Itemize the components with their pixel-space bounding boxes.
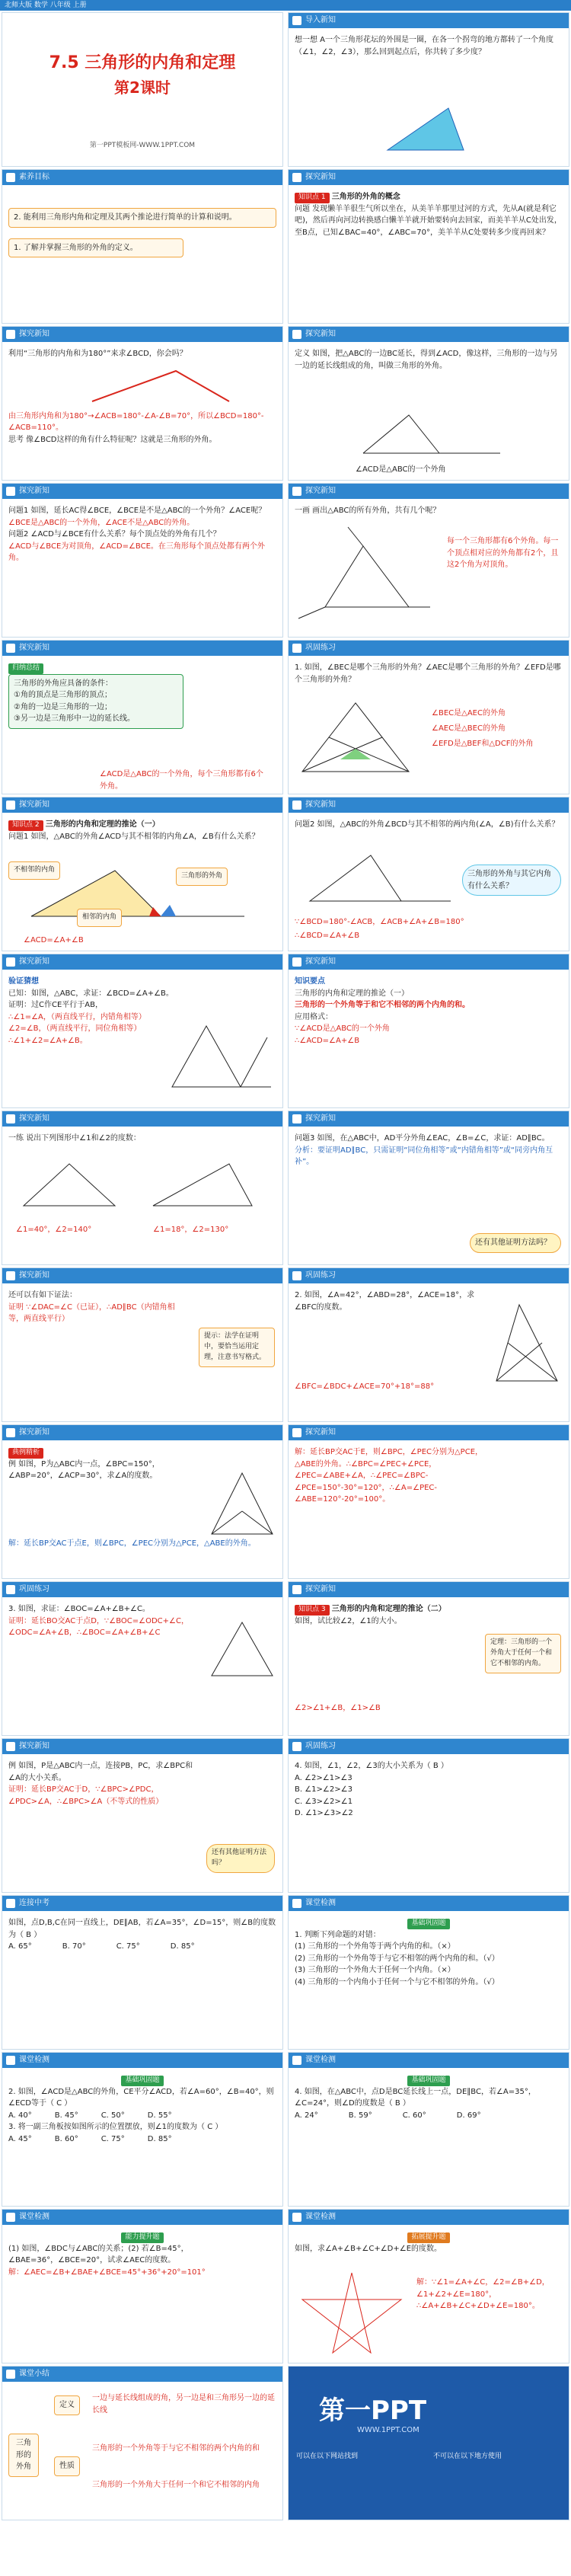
slide-23[interactable] — [2, 1738, 283, 1893]
section-title: 三角形的内角和定理的推论（一） — [295, 989, 409, 998]
slide-bar — [2, 954, 282, 970]
slide-bar — [2, 1268, 282, 1283]
answer-2: ∠ACD与∠BCE为对顶角，∠ACD=∠BCE。在三角形每个顶点处都有两个外角。 — [8, 542, 265, 562]
slide-bar — [289, 484, 569, 499]
knowledge-tag: 知识点 2 — [8, 820, 43, 831]
slide-16[interactable] — [288, 1111, 569, 1265]
answer: 解：∵∠1=∠A+∠C，∠2=∠B+∠D，∠1+∠2+∠E=180°，∴∠A+∠B+∠C+∠D+∠E=180°。 — [416, 2278, 550, 2310]
star-figure — [295, 2269, 409, 2360]
app-label: 应用格式： — [295, 1012, 333, 1021]
page-header — [0, 0, 571, 11]
goal-1: 1. 了解并掌握三角形的外角的定义。 — [8, 238, 183, 258]
home-icon — [6, 2213, 15, 2222]
slide-bar — [2, 1111, 282, 1127]
proof-step: ∴∠1+∠2=∠A+∠B。 — [8, 1036, 88, 1045]
cover-title: 7.5 三角形的内角和定理 — [49, 53, 236, 72]
question: 问题3 如图，在△ABC中，AD平分外角∠EAC，∠B=∠C，求证：AD∥BC。 — [295, 1134, 550, 1143]
level-tag: 能力提升题 — [121, 2232, 163, 2243]
question: 已知：如图，△ABC，求证：∠BCD=∠A+∠B。 — [8, 989, 174, 998]
slide-bar — [289, 797, 569, 813]
question: 4. 如图，在△ABC中，点D是BC延长线上一点，DE∥BC，若∠A=35°，∠C=24°，则∠D的度数是（ B ） — [295, 2087, 536, 2108]
goal-2: 2. 能利用三角形内角和定理及其两个推论进行简单的计算和说明。 — [8, 208, 276, 228]
think: 思考 像∠BCD这样的角有什么特征呢？这就是三角形的外角。 — [8, 435, 217, 444]
judge-item: (2) 三角形的一个外角等于与它不相邻的两个内角的和。（√） — [295, 1954, 499, 1963]
slide-31[interactable] — [2, 2366, 283, 2520]
home-icon — [292, 644, 301, 653]
slide-13[interactable] — [2, 954, 283, 1108]
answer: 解：∠AEC=∠B+∠BAE+∠BCE=45°+36°+20°=101° — [8, 2268, 206, 2277]
slide-12[interactable] — [288, 797, 569, 951]
question: 例 如图，P为△ABC内一点，∠BPC=150°，∠ABP=20°，∠ACP=30°，求∠A的度数。 — [8, 1459, 160, 1481]
condition-item: 三角形的外角应具备的条件： — [14, 679, 113, 688]
def-text: 一边与延长线组成的角，另一边是和三角形另一边的延长线 — [92, 2394, 275, 2415]
slide-5[interactable] — [2, 326, 283, 481]
slide-27[interactable] — [2, 2052, 283, 2207]
slide-11[interactable] — [2, 797, 283, 951]
label-2: 三角形的外角 — [176, 868, 228, 886]
theorem: 三角形的一个外角等于和它不相邻的两个内角的和。 — [295, 1001, 470, 1009]
proof-figure — [168, 1011, 275, 1095]
answer: ∠BFC=∠BDC+∠ACE=70°+18°=88° — [295, 1382, 435, 1391]
option[interactable]: C. 60° — [402, 2111, 426, 2120]
option[interactable]: D. 55° — [147, 2111, 172, 2120]
slide-32[interactable] — [288, 2366, 569, 2520]
question: 利用“三角形的内角和为180°”来求∠BCD，你会吗？ — [8, 350, 187, 358]
note: ∠ACD是△ABC的一个外角 — [356, 465, 446, 474]
path-figure — [85, 363, 237, 409]
bar-label: 课堂小结 — [19, 2370, 49, 2378]
app-step-2: ∴∠ACD=∠A+∠B — [295, 1036, 360, 1045]
proof-step: ∠2=∠B，（两直线平行，同位角相等） — [8, 1024, 142, 1033]
slide-3[interactable] — [2, 169, 283, 324]
level-tag: 基础巩固题 — [407, 1919, 449, 1929]
cover-subtitle: 第2课时 — [114, 78, 171, 97]
slide-bar — [2, 1425, 282, 1440]
bar-label: 课堂检测 — [19, 2213, 49, 2221]
option[interactable]: B. 45° — [54, 2111, 78, 2120]
option[interactable]: C. ∠3>∠2>∠1 — [295, 1797, 353, 1806]
option[interactable]: D. ∠1>∠3>∠2 — [295, 1809, 353, 1817]
bar-label: 课堂检测 — [305, 2213, 336, 2221]
answer-1: ∠BEC是△AEC的外角 — [432, 709, 506, 718]
home-icon — [6, 1428, 15, 1437]
bar-label: 探究新知 — [305, 487, 336, 495]
bar-label: 探究新知 — [19, 1271, 49, 1280]
slide-21[interactable] — [2, 1581, 283, 1736]
example-tag: 典例精析 — [8, 1448, 43, 1459]
bar-label: 探究新知 — [305, 1428, 336, 1437]
home-icon — [6, 1585, 15, 1594]
slide-17[interactable] — [2, 1267, 283, 1422]
slide-22[interactable] — [288, 1581, 569, 1736]
bar-label: 导入新知 — [305, 16, 336, 24]
option[interactable]: A. 65° — [8, 1942, 32, 1951]
answer: 每一个三角形都有6个外角。每一个顶点相对应的外角都有2个，且这2个角为对顶角。 — [447, 537, 559, 569]
prompt: 还可以有如下证法： — [8, 1291, 77, 1299]
prompt: 如图，试比较∠2，∠1的大小。 — [295, 1616, 402, 1625]
key-tag: 知识要点 — [295, 977, 325, 986]
home-icon — [292, 1742, 301, 1751]
analysis: 分析：要证明AD∥BC，只需证明“同位角相等”或“内错角相等”或“同旁内角互补”。 — [295, 1146, 553, 1166]
home-icon — [292, 173, 301, 182]
option[interactable]: B. ∠1>∠2>∠3 — [295, 1785, 352, 1794]
hint: 提示：法学在证明中，要恰当运用定理，注意书写格式。 — [199, 1328, 275, 1367]
bar-label: 巩固练习 — [305, 644, 336, 652]
home-icon — [292, 957, 301, 967]
home-icon — [292, 330, 301, 339]
knowledge-tag: 知识点 1 — [295, 193, 330, 203]
proof-step: 证明：过C作CE平行于AB， — [8, 1001, 103, 1009]
note: ∠ACD是△ABC的一个外角，每个三角形都有6个外角。 — [100, 770, 263, 791]
home-icon — [6, 957, 15, 967]
home-icon — [292, 1428, 301, 1437]
bar-label: 探究新知 — [305, 173, 336, 181]
option[interactable]: D. 69° — [456, 2111, 481, 2120]
slide-30[interactable] — [288, 2209, 569, 2363]
slide-bar — [2, 1739, 282, 1754]
slide-bar — [289, 954, 569, 970]
slide-20[interactable] — [288, 1424, 569, 1579]
answer: 证明：延长BO交AC于点D，∵∠BOC=∠ODC+∠C，∠ODC=∠A+∠B，∴∠BOC=∠A+∠B+∠C — [8, 1616, 189, 1637]
bar-label: 巩固练习 — [305, 1742, 336, 1750]
home-icon — [6, 173, 15, 182]
question-2: 2. 如图，∠ACD是△ABC的外角，CE平分∠ACD，若∠A=60°，∠B=40°，则∠ECD等于（ C ） — [8, 2087, 274, 2108]
option[interactable]: A. 45° — [8, 2134, 32, 2143]
condition-item: ①角的顶点是三角形的顶点； — [14, 691, 112, 700]
slide-bar — [289, 1739, 569, 1754]
option[interactable]: C. 50° — [100, 2111, 125, 2120]
problem-text: 问题 发现懒羊羊很生气所以坐在，从美羊羊那里过河的方式，先从A(就是利它吧)，然后再向河边转换感白懒羊羊就开始要转向去回家，而美羊羊从C处出发，至B点，已知∠BAC=40°，∠ABC=70°，美羊羊从C处要转多少度再回来？ — [295, 204, 562, 237]
question: 4. 如图，∠1，∠2，∠3的大小关系为（ B ） — [295, 1762, 448, 1770]
option[interactable]: B. 70° — [62, 1942, 86, 1951]
home-icon — [292, 1899, 301, 1908]
proof: 证明 ∵∠DAC=∠C（已证），∴AD∥BC（内错角相等，两直线平行） — [8, 1302, 175, 1323]
answer: ∠ACD=∠A+∠B — [24, 936, 84, 944]
question: (1) 如图，∠BDC与∠ABC的关系；(2) 若∠B=45°，∠BAE=36°，∠BCE=20°，试求∠AEC的度数。 — [8, 2244, 189, 2265]
home-icon — [6, 1742, 15, 1751]
prompt: 一画 画出△ABC的所有外角，共有几个呢？ — [295, 507, 441, 515]
condition-item: ②角的一边是三角形的一边； — [14, 702, 112, 711]
bar-label: 课堂检测 — [305, 1899, 336, 1907]
figure — [208, 1619, 276, 1680]
bar-label: 课堂检测 — [305, 2056, 336, 2064]
question: 如图，点D,B,C在同一直线上，DE∥AB，若∠A=35°，∠D=15°，则∠B的度数为（ B ） — [8, 1919, 276, 1939]
bar-label: 探究新知 — [305, 1585, 336, 1593]
solution: 解：延长BP交AC于E，则∠BPC，∠PEC分别为△PCE，△ABE的外角。∴∠BPC=∠PEC+∠PCE，∠PEC=∠ABE+∠A，∴∠PEC=∠BPC-∠PCE=150°-30°=120°，∴∠A=∠PEC-∠ABE=120°-20°=100°。 — [295, 1448, 483, 1504]
home-icon — [292, 2213, 301, 2222]
six-angles-figure — [295, 523, 432, 622]
bar-label: 探究新知 — [19, 330, 49, 338]
answer-1: ∠1=40°，∠2=140° — [16, 1226, 92, 1234]
bar-label: 巩固练习 — [19, 1585, 49, 1593]
slide-bar — [289, 1582, 569, 1597]
theorem-bubble: 定理：三角形的一个外角大于任何一个和它不相邻的内角。 — [485, 1634, 561, 1673]
summary-tag: 归纳总结 — [8, 663, 43, 674]
section-title: 三角形的外角的概念 — [331, 193, 400, 201]
prop-1: 三角形的一个外角等于与它不相邻的两个内角的和 — [92, 2444, 260, 2453]
bar-label: 探究新知 — [19, 1114, 49, 1123]
def-label: 定义 — [54, 2395, 80, 2415]
bar-label: 课堂检测 — [19, 2056, 49, 2064]
slide-bar — [2, 327, 282, 342]
answer-2: ∠1=18°，∠2=130° — [153, 1226, 229, 1234]
col-1-title: 可以在以下网站找到 — [296, 2453, 359, 2460]
slide-15[interactable] — [2, 1111, 283, 1265]
slide-bar — [2, 484, 282, 499]
triangle-figure — [302, 848, 455, 909]
triangle-figure — [295, 695, 416, 779]
answer-1: ∠BCE是△ABC的一个外角，∠ACE不是△ABC的外角。 — [8, 518, 195, 527]
bar-label: 探究新知 — [19, 801, 49, 809]
slide-cover[interactable] — [2, 12, 283, 167]
slide-bar — [2, 2210, 282, 2225]
section-title: 三角形的内角和定理的推论（二） — [331, 1605, 446, 1613]
slide-10[interactable] — [288, 640, 569, 794]
question-cloud: 还有其他证明方法吗？ — [206, 1844, 275, 1873]
header-text: 北师大版 数学 八年级 上册 — [5, 2, 87, 9]
slide-bar — [289, 1268, 569, 1283]
slide-14[interactable] — [288, 954, 569, 1108]
home-icon — [292, 16, 301, 25]
judge-item: (1) 三角形的一个外角等于两个内角的和。（×） — [295, 1942, 455, 1951]
question: 问题1 如图，△ABC的外角∠ACD与其不相邻的内角∠A，∠B有什么关系？ — [8, 832, 260, 841]
home-icon — [6, 487, 15, 496]
slide-bar — [289, 170, 569, 185]
slide-bar — [2, 1896, 282, 1911]
slide-bar — [289, 641, 569, 656]
bar-label: 探究新知 — [19, 487, 49, 495]
slide-8[interactable] — [288, 483, 569, 638]
bar-label: 探究新知 — [305, 957, 336, 966]
bar-label: 探究新知 — [19, 644, 49, 652]
knowledge-tag: 知识点 3 — [295, 1605, 330, 1616]
bar-label: 探究新知 — [305, 801, 336, 809]
home-icon — [292, 1114, 301, 1123]
slide-18[interactable] — [288, 1267, 569, 1422]
question-cloud: 三角形的外角与其它内角有什么关系？ — [462, 865, 561, 896]
proof-step: ∴∠1=∠A，（两直线平行，内错角相等） — [8, 1012, 146, 1021]
option[interactable]: B. 60° — [54, 2134, 78, 2143]
prop-label: 性质 — [54, 2456, 80, 2476]
slide-bar — [2, 170, 282, 185]
question-3: 3. 将一副三角板按如图所示的位置摆放，则∠1的度数为（ C ） — [8, 2123, 223, 2132]
question: 3. 如图，求证：∠BOC=∠A+∠B+∠C。 — [8, 1605, 150, 1613]
exterior-angle-figure — [356, 407, 508, 461]
question-2: 问题2 ∠ACD与∠BCE有什么关系？每个顶点处的外角有几个？ — [8, 530, 221, 539]
bar-label: 连接中考 — [19, 1899, 49, 1907]
answer-2: ∴∠BCD=∠A+∠B — [295, 932, 360, 940]
slide-bar — [2, 2367, 282, 2382]
question-1: 问题1 如图，延长AC得∠BCE，∠BCE是不是△ABC的一个外角？∠ACE呢？ — [8, 507, 266, 515]
slide-bar — [289, 2210, 569, 2225]
question: 1. 判断下列命题的对错： — [295, 1930, 381, 1939]
slide-bar — [2, 1582, 282, 1597]
judge-item: (3) 三角形的一个外角大于任何一个内角。（×） — [295, 1966, 455, 1975]
slide-24[interactable] — [288, 1738, 569, 1893]
prompt: 一练 说出下列图形中∠1和∠2的度数： — [8, 1134, 141, 1143]
slide-6[interactable] — [288, 326, 569, 481]
answer-3: ∠EFD是△BEF和△DCF的外角 — [432, 740, 534, 748]
slide-bar — [289, 1425, 569, 1440]
option[interactable]: C. 75° — [116, 1942, 140, 1951]
option[interactable]: B. 59° — [348, 2111, 372, 2120]
slide-bar — [289, 2053, 569, 2068]
answer-1: ∵∠BCD=180°-∠ACB，∠ACB+∠A+∠B=180° — [295, 918, 464, 926]
home-icon — [6, 801, 15, 810]
option[interactable]: A. ∠2>∠1>∠3 — [295, 1773, 352, 1782]
slide-bar — [2, 641, 282, 656]
answer: 由三角形内角和为180°→∠ACB=180°-∠A-∠B=70°，所以∠BCD=180°-∠ACB=110°。 — [8, 411, 264, 432]
bar-label: 探究新知 — [19, 957, 49, 966]
slide-29[interactable] — [2, 2209, 283, 2363]
answer: ∠2>∠1+∠B，∠1>∠B — [295, 1704, 381, 1712]
question: 如图，求∠A+∠B+∠C+∠D+∠E的度数。 — [295, 2244, 442, 2253]
slide-2[interactable] — [288, 12, 569, 167]
home-icon — [292, 1271, 301, 1280]
home-icon — [6, 2056, 15, 2065]
bar-label: 探究新知 — [19, 1742, 49, 1750]
question: 问题2 如图，△ABC的外角∠BCD与其不相邻的两内角(∠A，∠B)有什么关系？ — [295, 820, 560, 829]
slide-text: 想一想 A一个三角形花坛的外围是一圈，在各一个拐弯的地方都转了一个角度（∠1，∠2，∠3），那么回到起点后，你共转了多少度？ — [295, 36, 554, 56]
slide-bar — [2, 2053, 282, 2068]
slide-bar — [289, 13, 569, 28]
label-3: 相邻的内角 — [77, 909, 122, 927]
answer-2: ∠AEC是△BEC的外角 — [432, 724, 506, 733]
home-icon — [6, 1899, 15, 1908]
condition-item: ③另一边是三角形中一边的延长线。 — [14, 714, 135, 724]
option[interactable]: D. 85° — [147, 2134, 172, 2143]
summary-root: 三角形的外角 — [8, 2434, 39, 2477]
condition-box — [8, 674, 183, 729]
cover-site: 第一PPT模板网-WWW.1PPT.COM — [89, 142, 196, 149]
level-tag: 拓展提升题 — [407, 2232, 449, 2243]
verify-tag: 验证猜想 — [8, 977, 39, 986]
level-tag: 基础巩固题 — [121, 2076, 163, 2086]
site: WWW.1PPT.COM — [357, 2426, 419, 2434]
triangle-figure — [208, 1469, 276, 1538]
bar-label: 探究新知 — [305, 1114, 336, 1123]
slide-26[interactable] — [288, 1895, 569, 2050]
question: 例 如图，P是△ABC内一点，连接PB，PC，求∠BPC和∠A的大小关系。 — [8, 1762, 193, 1782]
ppt-logo: 第一PPT — [319, 2395, 427, 2426]
slide-28[interactable] — [288, 2052, 569, 2207]
col-2-title: 不可以在以下地方使用 — [433, 2453, 502, 2460]
home-icon — [292, 487, 301, 496]
slide-bar — [289, 327, 569, 342]
question: 1. 如图，∠BEC是哪个三角形的外角？∠AEC是哪个三角形的外角？∠EFD是哪个三角形的外角？ — [295, 663, 561, 684]
home-icon — [6, 330, 15, 339]
bar-label: 探究新知 — [305, 330, 336, 338]
slide-19[interactable] — [2, 1424, 283, 1579]
solution: 证明：延长BP交AC于D，∵∠BPC>∠PDC，∠PDC>∠A，∴∠BPC>∠A（不等式的性质） — [8, 1785, 164, 1806]
slide-25[interactable] — [2, 1895, 283, 2050]
solution: 解：延长BP交AC于点E，则∠BPC，∠PEC分别为△PCE，△ABE的外角。 — [8, 1539, 256, 1548]
home-icon — [6, 1114, 15, 1123]
home-icon — [6, 2370, 15, 2379]
practice-figures — [8, 1152, 267, 1213]
triangle-figure — [489, 1297, 565, 1389]
level-tag: 基础巩固题 — [407, 2076, 449, 2086]
home-icon — [292, 2056, 301, 2065]
label-1: 不相邻的内角 — [8, 861, 60, 880]
question-cloud: 还有其他证明方法吗？ — [470, 1233, 561, 1253]
slide-7[interactable] — [2, 483, 283, 638]
slide-9[interactable] — [2, 640, 283, 794]
judge-item: (4) 三角形的一个内角小于任何一个与它不相邻的外角。（√） — [295, 1977, 499, 1986]
option[interactable]: C. 75° — [100, 2134, 125, 2143]
slide-bar — [289, 1111, 569, 1127]
prop-2: 三角形的一个外角大于任何一个和它不相邻的内角 — [92, 2481, 260, 2489]
triangle-figure — [372, 97, 479, 158]
question: 2. 如图，∠A=42°，∠ABD=28°，∠ACE=18°，求∠BFC的度数。 — [295, 1291, 475, 1312]
section-title: 三角形的内角和定理的推论（一） — [45, 820, 160, 829]
app-step-1: ∵∠ACD是△ABC的一个外角 — [295, 1024, 390, 1033]
bar-label: 巩固练习 — [305, 1271, 336, 1280]
home-icon — [292, 801, 301, 810]
option[interactable]: D. 85° — [170, 1942, 195, 1951]
option[interactable]: A. 40° — [8, 2111, 32, 2120]
home-icon — [292, 1585, 301, 1594]
bar-label: 素养目标 — [19, 173, 49, 181]
slide-bar — [2, 797, 282, 813]
home-icon — [6, 644, 15, 653]
definition: 定义 如图，把△ABC的一边BC延长，得到∠ACD，像这样，三角形的一边与另一边的延长线组成的角，叫做三角形的外角。 — [295, 350, 558, 370]
bar-label: 探究新知 — [19, 1428, 49, 1437]
home-icon — [6, 1271, 15, 1280]
slide-bar — [289, 1896, 569, 1911]
slide-4[interactable] — [288, 169, 569, 324]
option[interactable]: A. 24° — [295, 2111, 318, 2120]
